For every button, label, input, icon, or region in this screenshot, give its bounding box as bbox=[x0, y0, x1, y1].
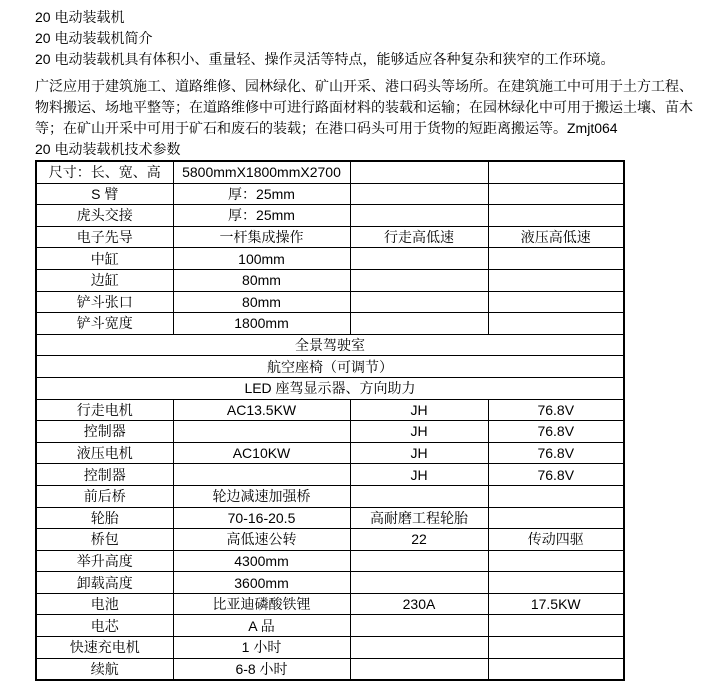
spec-row bbox=[36, 593, 624, 615]
spec-row bbox=[36, 529, 624, 551]
spec-cell bbox=[173, 464, 350, 486]
spec-cell: 76.8V bbox=[488, 442, 624, 464]
spec-cell: 80mm bbox=[173, 269, 350, 291]
spec-cell: 边缸 bbox=[36, 269, 173, 291]
spec-row bbox=[36, 442, 624, 464]
spec-cell bbox=[350, 615, 488, 637]
spec-cell: 举升高度 bbox=[36, 550, 173, 572]
spec-cell: 轮边减速加强桥 bbox=[173, 485, 350, 507]
spec-cell bbox=[488, 205, 624, 227]
spec-cell bbox=[488, 291, 624, 313]
spec-table-body bbox=[36, 161, 624, 680]
spec-cell: 17.5KW bbox=[488, 593, 624, 615]
spec-cell: 4300mm bbox=[173, 550, 350, 572]
spec-cell: 电池 bbox=[36, 593, 173, 615]
spec-cell: 控制器 bbox=[36, 464, 173, 486]
spec-cell: 100mm bbox=[173, 248, 350, 270]
spec-row bbox=[36, 183, 624, 205]
spec-cell bbox=[488, 572, 624, 594]
spec-cell: 尺寸：长、宽、高 bbox=[36, 161, 173, 183]
spec-cell bbox=[173, 421, 350, 443]
spec-row bbox=[36, 399, 624, 421]
spec-cell: 桥包 bbox=[36, 529, 173, 551]
spec-cell bbox=[488, 615, 624, 637]
spec-cell: 传动四驱 bbox=[488, 529, 624, 551]
spec-merged-cell: 全景驾驶室 bbox=[36, 334, 624, 356]
spec-row bbox=[36, 550, 624, 572]
spec-cell: 一杆集成操作 bbox=[173, 226, 350, 248]
spec-cell: 卸载高度 bbox=[36, 572, 173, 594]
spec-cell bbox=[350, 183, 488, 205]
spec-row bbox=[36, 356, 624, 378]
spec-cell: 厚：25mm bbox=[173, 183, 350, 205]
spec-cell bbox=[488, 637, 624, 659]
spec-row bbox=[36, 464, 624, 486]
spec-cell: 22 bbox=[350, 529, 488, 551]
spec-cell: 前后桥 bbox=[36, 485, 173, 507]
doc-description: 广泛应用于建筑施工、道路维修、园林绿化、矿山开采、港口码头等场所。在建筑施工中可用于土方工程、物料搬运、场地平整等；在道路维修中可进行路面材料的装载和运输；在园林绿化中可用于搬运土壤、苗木等；在矿山开采中可用于矿石和废石的装载；在港口码头可用于货物的短距离搬运等。Zmjt064 bbox=[35, 78, 693, 136]
spec-cell bbox=[488, 550, 624, 572]
spec-cell: 铲斗宽度 bbox=[36, 313, 173, 335]
spec-cell: 76.8V bbox=[488, 421, 624, 443]
spec-table bbox=[35, 160, 625, 681]
spec-row bbox=[36, 161, 624, 183]
spec-cell: JH bbox=[350, 421, 488, 443]
spec-cell bbox=[350, 269, 488, 291]
spec-cell bbox=[350, 485, 488, 507]
spec-cell bbox=[350, 572, 488, 594]
spec-cell: AC13.5KW bbox=[173, 399, 350, 421]
spec-cell: 230A bbox=[350, 593, 488, 615]
spec-cell bbox=[488, 507, 624, 529]
spec-row bbox=[36, 658, 624, 680]
spec-row bbox=[36, 291, 624, 313]
spec-cell: 快速充电机 bbox=[36, 637, 173, 659]
spec-cell: 续航 bbox=[36, 658, 173, 680]
spec-cell bbox=[350, 291, 488, 313]
spec-cell: JH bbox=[350, 442, 488, 464]
doc-subtitle: 20 电动装载机简介 bbox=[35, 30, 153, 46]
spec-cell: 比亚迪磷酸铁锂 bbox=[173, 593, 350, 615]
spec-cell: 行走高低速 bbox=[350, 226, 488, 248]
spec-cell: 高低速公转 bbox=[173, 529, 350, 551]
spec-row bbox=[36, 615, 624, 637]
spec-cell: 76.8V bbox=[488, 464, 624, 486]
spec-row bbox=[36, 334, 624, 356]
spec-cell bbox=[350, 248, 488, 270]
spec-cell: 6-8 小时 bbox=[173, 658, 350, 680]
spec-cell: JH bbox=[350, 399, 488, 421]
spec-cell bbox=[488, 485, 624, 507]
spec-cell: JH bbox=[350, 464, 488, 486]
spec-row bbox=[36, 572, 624, 594]
spec-cell: 3600mm bbox=[173, 572, 350, 594]
spec-cell bbox=[350, 205, 488, 227]
spec-row bbox=[36, 313, 624, 335]
spec-cell: 5800mmX1800mmX2700 bbox=[173, 161, 350, 183]
spec-merged-cell: LED 座驾显示器、方向助力 bbox=[36, 377, 624, 399]
spec-cell bbox=[488, 248, 624, 270]
spec-table-heading: 20 电动装载机技术参数 bbox=[35, 141, 181, 157]
spec-cell: 80mm bbox=[173, 291, 350, 313]
spec-cell: 电子先导 bbox=[36, 226, 173, 248]
spec-cell bbox=[350, 658, 488, 680]
spec-row bbox=[36, 226, 624, 248]
spec-row bbox=[36, 248, 624, 270]
spec-cell: 高耐磨工程轮胎 bbox=[350, 507, 488, 529]
doc-title: 20 电动装载机 bbox=[35, 9, 125, 25]
spec-cell bbox=[488, 658, 624, 680]
spec-cell bbox=[488, 313, 624, 335]
spec-merged-cell: 航空座椅（可调节） bbox=[36, 356, 624, 378]
spec-cell: 76.8V bbox=[488, 399, 624, 421]
spec-cell bbox=[350, 637, 488, 659]
spec-cell: AC10KW bbox=[173, 442, 350, 464]
spec-cell bbox=[488, 269, 624, 291]
spec-cell: S 臂 bbox=[36, 183, 173, 205]
spec-cell bbox=[488, 183, 624, 205]
spec-row bbox=[36, 507, 624, 529]
spec-cell: 控制器 bbox=[36, 421, 173, 443]
spec-cell: 液压电机 bbox=[36, 442, 173, 464]
spec-cell: 液压高低速 bbox=[488, 226, 624, 248]
spec-cell bbox=[350, 550, 488, 572]
spec-row bbox=[36, 269, 624, 291]
spec-cell: 轮胎 bbox=[36, 507, 173, 529]
spec-row bbox=[36, 485, 624, 507]
spec-row bbox=[36, 421, 624, 443]
spec-row bbox=[36, 205, 624, 227]
spec-row bbox=[36, 377, 624, 399]
spec-cell: 1 小时 bbox=[173, 637, 350, 659]
spec-cell bbox=[350, 313, 488, 335]
spec-row bbox=[36, 637, 624, 659]
spec-cell: 70-16-20.5 bbox=[173, 507, 350, 529]
spec-cell: 电芯 bbox=[36, 615, 173, 637]
spec-cell: 中缸 bbox=[36, 248, 173, 270]
spec-cell bbox=[488, 161, 624, 183]
doc-feature-line: 20 电动装载机具有体积小、重量轻、操作灵活等特点，能够适应各种复杂和狭窄的工作环境。 bbox=[35, 51, 615, 67]
spec-cell: 铲斗张口 bbox=[36, 291, 173, 313]
spec-cell: A 品 bbox=[173, 615, 350, 637]
spec-cell: 厚：25mm bbox=[173, 205, 350, 227]
spec-cell: 虎头交接 bbox=[36, 205, 173, 227]
spec-cell: 1800mm bbox=[173, 313, 350, 335]
spec-cell bbox=[350, 161, 488, 183]
spec-cell: 行走电机 bbox=[36, 399, 173, 421]
